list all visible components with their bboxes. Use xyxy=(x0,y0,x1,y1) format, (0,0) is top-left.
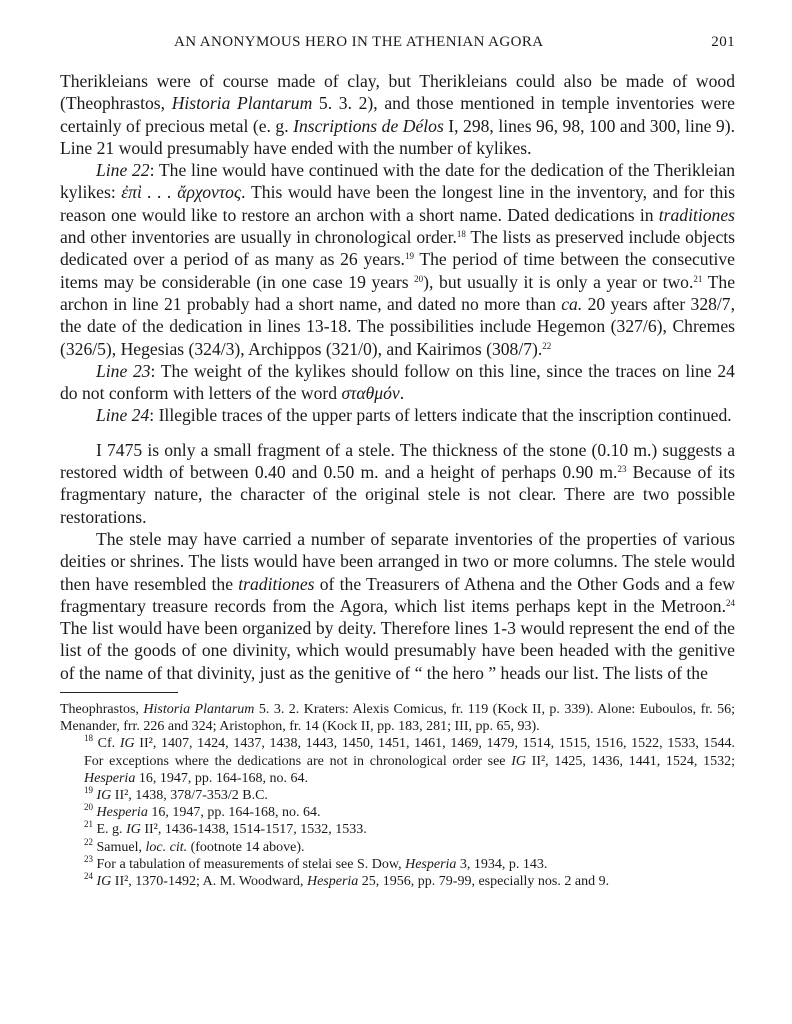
footnote-ref-20: 20 xyxy=(414,273,424,284)
paragraph-stele: The stele may have carried a number of separate inventories of the properties of various deities or shrines. The lists would have been arranged in two or more columns. The stele would then have resembled the traditiones of the Treasurers of Athena and the Other Gods and a few fragmentary treasure records from the Agora, which list items perhaps kept in the Metroon.$^{24}$ The list would have been organized by deity. Therefore lines 1-3 would represent the end of the list of the goods of one divinity, which would presumably have been headed with the genitive of the name of that divinity, just as the genitive of “ the hero ” heads our list. The lists of the xyxy=(60,528,735,683)
footnote-22: $^{22}$ Samuel, loc. cit. (footnote 14 above). xyxy=(84,836,305,855)
paragraph-1: Therikleians were of course made of clay, but Therikleians could also be made of wood (Theophrastos, Historia Plantarum 5. 3. 2), and those mentioned in temple inventories were certainly of precious metal (e. g. Inscriptions de Délos I, 298, lines 96, 98, 100 and 300, line 9). Line 21 would presumably have ended with the number of kylikes. xyxy=(60,71,735,158)
page-number: 201 xyxy=(711,34,735,50)
paragraph-i7475: I 7475 is only a small fragment of a stele. The thickness of the stone (0.10 m.) suggests a restored width of between 0.40 and 0.50 m. and a height of perhaps 0.90 m.$^{23}$ Because of its fragmentary nature, the character of the original stele is not clear. There are two possible restorations. xyxy=(60,439,735,527)
footnote-ref-18: 18 xyxy=(456,229,466,240)
footnote-divider xyxy=(60,692,178,693)
running-title: AN ANONYMOUS HERO IN THE ATHENIAN AGORA xyxy=(174,34,544,50)
footnote-ref-19: 19 xyxy=(404,251,414,262)
footnote-24: $^{24}$ IG II², 1370-1492; A. M. Woodward, Hesperia 25, 1956, pp. 79-99, especially nos. 2 and 9. xyxy=(84,871,610,890)
footnote-ref-24: 24 xyxy=(726,597,735,608)
page xyxy=(60,30,735,890)
greek-word: σταθμόν xyxy=(341,383,400,404)
footnote-23: $^{23}$ For a tabulation of measurements of stelai see S. Dow, Hesperia 3, 1934, p. 143. xyxy=(84,853,548,872)
footnote-20: $^{20}$ Hesperia 16, 1947, pp. 164-168, no. 64. xyxy=(84,802,321,821)
main-text xyxy=(60,70,735,684)
greek-text: ἐπὶ . . . ἄρχοντος xyxy=(121,182,242,203)
footnote-ref-21: 21 xyxy=(693,273,703,284)
paragraph-line-23: Line 23: The weight of the kylikes should follow on this line, since the traces on line 24 do not conform with letters of the word σταθμόν. xyxy=(60,360,735,404)
footnote-ref-23: 23 xyxy=(617,464,627,475)
footnote-ref-22: 22 xyxy=(542,340,552,351)
paragraph-line-24: Line 24: Illegible traces of the upper parts of letters indicate that the inscription continued. xyxy=(96,405,732,426)
footnote-continued: Theophrastos, Historia Plantarum 5. 3. 2. Kraters: Alexis Comicus, fr. 119 (Kock II, p. 339). Alone: Euboulos, fr. 56; Menander, frr. 226 and 324; Aristophon, fr. 14 (Kock II, pp. 183, 281; III, pp. 65, 93). xyxy=(60,702,735,735)
footnote-21: $^{21}$ E. g. IG II², 1436-1438, 1514-1517, 1532, 1533. xyxy=(84,819,367,838)
footnote-18: $^{18}$ Cf. IG II², 1407, 1424, 1437, 1438, 1443, 1450, 1451, 1461, 1469, 1479, 1514, 1515, 1516, 1522, 1533, 1544. For exceptions where the dedications are not in chronological order see IG II², 1425, 1436, 1441, 1524, 1532; Hesperia 16, 1947, pp. 164-168, no. 64. xyxy=(84,733,735,786)
line-24-heading: Line 24 xyxy=(96,405,150,426)
paragraph-line-22: Line 22: The line would have continued with the date for the dedication of the Therikleian kylikes: ἐπὶ . . . ἄρχοντος. This would have been the longest line in the inventory, and for this reason one would like to restore an archon with a short name. Dated dedications in traditiones and other inventories are usually in chronological order.$^{18}$ The lists as preserved include objects dedicated over a period of as many as 26 years.$^{19}$ The period of time between the consecutive items may be considerable (in one case 19 years $^{20}$), but usually it is only a year or two.$^{21}$ The archon in line 21 probably had a short name, and dated no more than ca. 20 years after 328/7, the date of the dedication in lines 13-18. The possibilities include Hegemon (327/6), Chremes (326/5), Hegesias (324/3), Archippos (321/0), and Kairimos (308/7).$^{22}$ xyxy=(60,160,735,359)
line-22-heading: Line 22 xyxy=(96,160,150,181)
line-23-heading: Line 23 xyxy=(96,360,151,381)
footnote-19: $^{19}$ IG II², 1438, 378/7-353/2 B.C. xyxy=(84,785,268,804)
running-header xyxy=(60,30,735,56)
footnotes xyxy=(60,701,735,890)
